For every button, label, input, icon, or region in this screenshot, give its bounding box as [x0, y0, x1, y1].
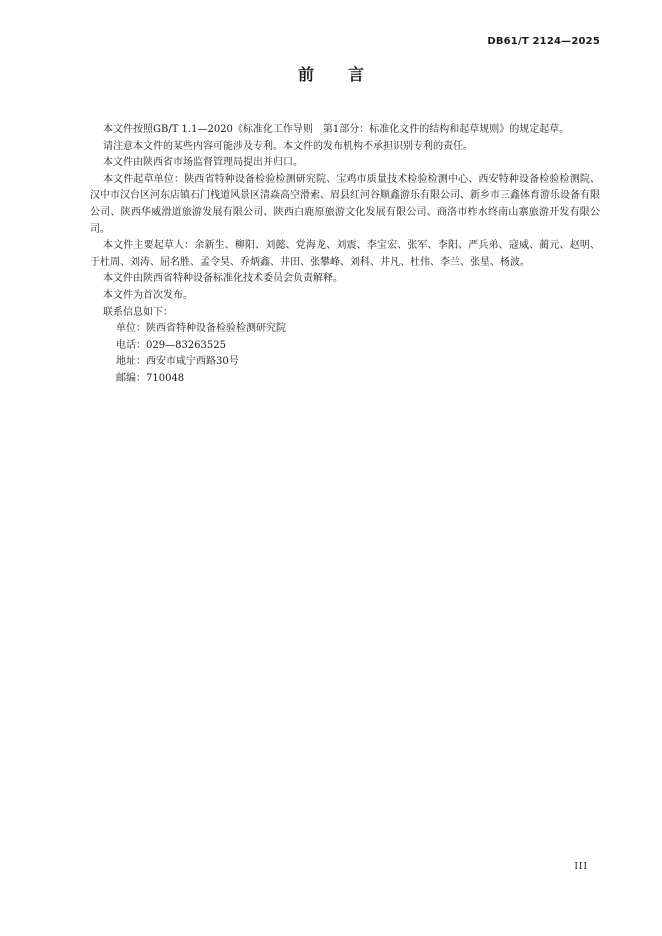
document-code: DB61/T 2124—2025 — [487, 36, 600, 47]
foreword-body — [90, 122, 600, 388]
contact-unit: 单位：陕西省特种设备检验检测研究院 — [116, 323, 286, 335]
contact-phone: 电话：029—83263525 — [116, 339, 226, 351]
contact-postcode: 邮编：710048 — [116, 372, 185, 384]
contact-address: 地址：西安市咸宁西路30号 — [116, 356, 239, 368]
title-char-1: 前 — [297, 65, 314, 84]
paragraph-drafting-basis: 本文件按照GB/T 1.1—2020《标准化工作导则 第1部分：标准化文件的结构和起草规则》的规定起草。 — [103, 124, 570, 135]
page-number: III — [574, 862, 588, 872]
paragraph-contact-intro: 联系信息如下： — [103, 306, 173, 318]
paragraph-interpretation: 本文件由陕西省特种设备标准化技术委员会负责解释。 — [103, 273, 343, 285]
page-title — [0, 62, 662, 85]
paragraph-first-release: 本文件为首次发布。 — [103, 289, 193, 301]
paragraph-patent-notice: 请注意本文件的某些内容可能涉及专利。本文件的发布机构不承担识别专利的责任。 — [103, 140, 473, 152]
paragraph-drafting-units: 本文件起草单位：陕西省特种设备检验检测研究院、宝鸡市质量技术检验检测中心、西安特种设备检验检测院、汉中市汉台区河东店镇石门栈道风景区清焱高空滑索、眉县红河谷顺鑫游乐有限公司、新乡市三鑫体育游乐设备有限公司、陕西华威滑道旅游发展有限公司、陕西白鹿原旅游文化发展有限公司、商洛市柞水终南山寨旅游开发有限公司。 — [90, 173, 600, 235]
paragraph-drafters: 本文件主要起草人：余新生、柳阳、刘懿、党海龙、刘震、李宝宏、张军、李阳、严兵弟、寇威、蔺元、赵明、于杜周、刘涛、屈名胜、孟令昊、乔炳鑫、井田、张攀峰、刘科、井凡、杜伟、李兰、张星、杨波。 — [90, 240, 600, 268]
paragraph-proposer: 本文件由陕西省市场监督管理局提出并归口。 — [103, 157, 303, 169]
contact-info — [90, 321, 600, 387]
title-char-2: 言 — [348, 65, 365, 84]
